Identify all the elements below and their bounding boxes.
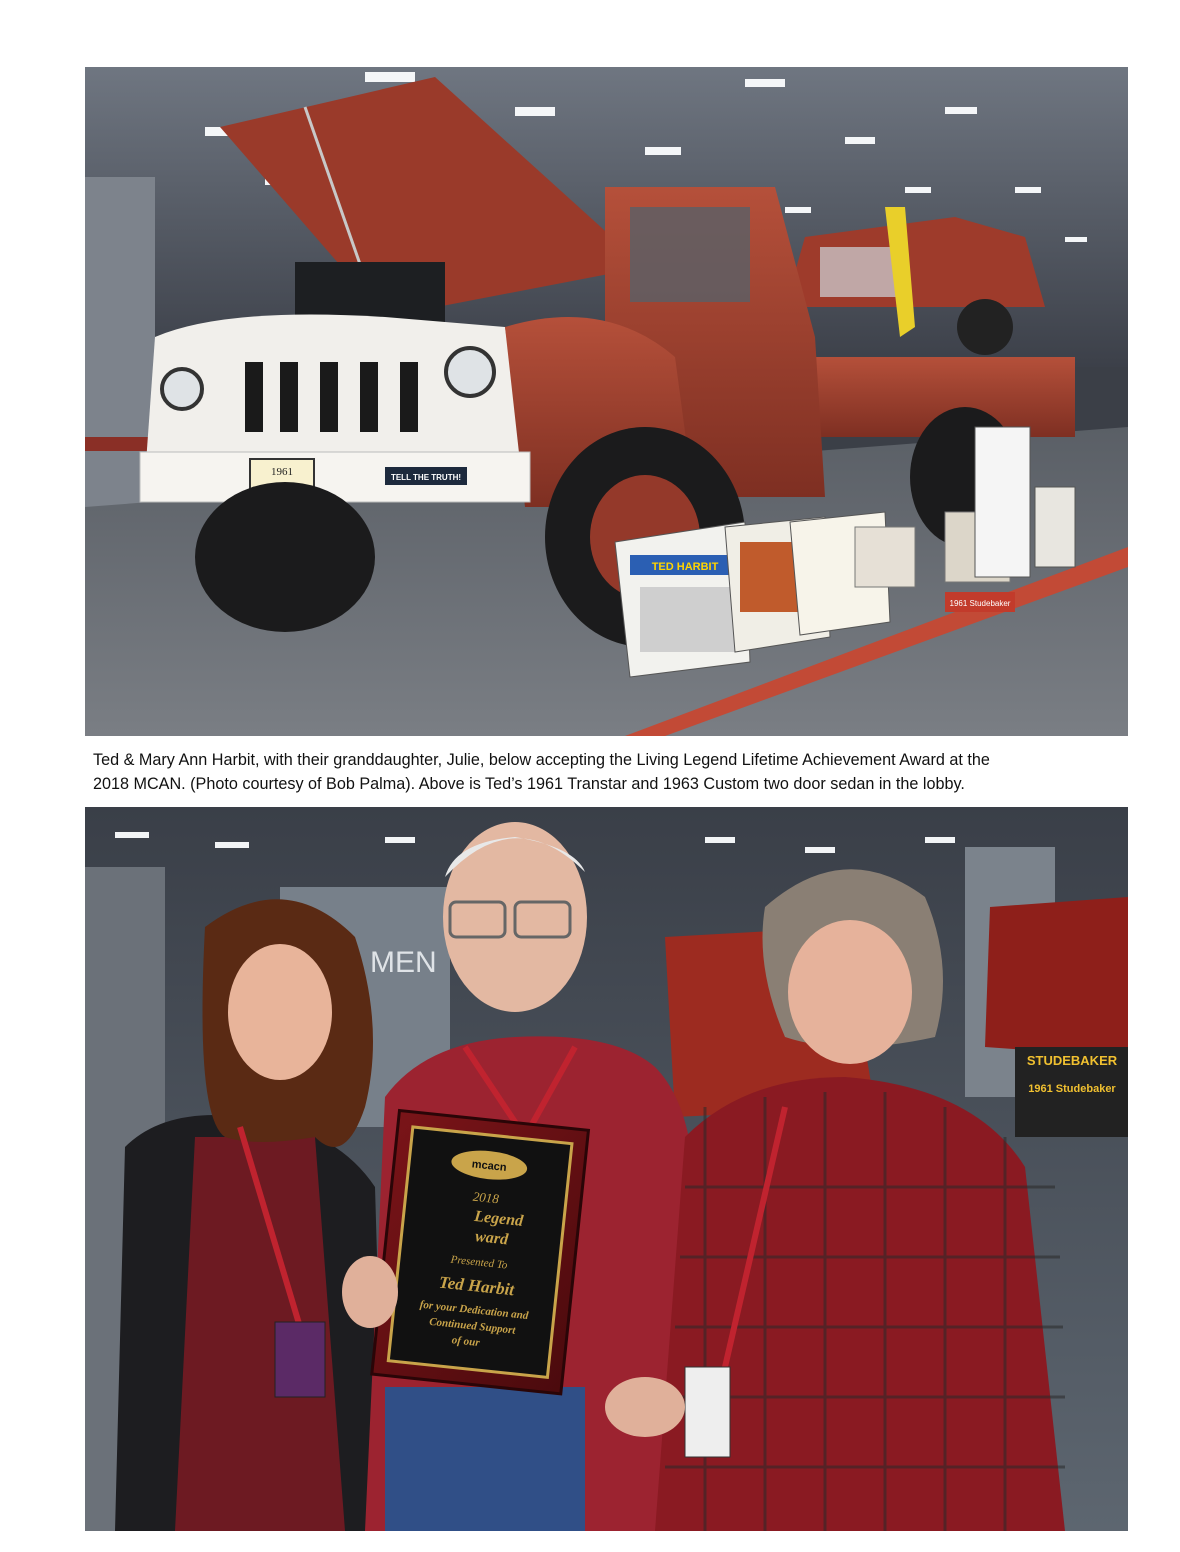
award-photo <box>85 807 1128 1531</box>
plaque-name: Ted Harbit <box>438 1272 516 1300</box>
truck-photo-illustration <box>85 67 1128 736</box>
headlight-right <box>446 348 494 396</box>
plaque-logo-text: mcacn <box>471 1158 508 1174</box>
headlight-left <box>162 369 202 409</box>
bottom-sign-text: 1961 Studebaker <box>949 599 1011 608</box>
award-plaque <box>372 1110 589 1393</box>
truck-photo <box>85 67 1128 736</box>
plaque-line-2: Continued Support <box>428 1315 516 1337</box>
plaque-line-1: for your Dedication and <box>419 1298 529 1323</box>
sign-board <box>975 427 1030 577</box>
background-truck-right <box>985 897 1128 1057</box>
bumper-sticker-text: TELL THE TRUTH! <box>390 473 462 482</box>
plaque-title-2: ward <box>474 1228 509 1249</box>
photo-caption <box>93 748 1123 796</box>
caption-line-1: Ted & Mary Ann Harbit, with their granddaughter, Julie, below accepting the Living Legend Lifetime Achievement Award at the <box>93 751 990 769</box>
plaque-year: 2018 <box>472 1188 500 1207</box>
plaque-line-3: of our <box>451 1334 481 1350</box>
banner-brand: STUDEBAKER <box>1026 1053 1118 1068</box>
plaque-presented: Presented To <box>450 1253 508 1272</box>
sign-name-text: TED HARBIT <box>651 561 719 573</box>
plaque-title-1: Legend <box>473 1207 524 1230</box>
front-left-tire <box>195 482 375 632</box>
wall-sign-men: MEN <box>370 946 437 979</box>
engine <box>295 262 445 322</box>
award-photo-illustration <box>85 807 1128 1531</box>
julie-badge <box>275 1322 325 1397</box>
ted-jeans <box>385 1387 585 1531</box>
ted-right-hand <box>605 1377 685 1437</box>
display-box <box>855 527 915 587</box>
caption-line-2: 2018 MCAN. (Photo courtesy of Bob Palma). Above is Ted’s 1961 Transtar and 1963 Custom two door sedan in the lobby. <box>93 775 965 793</box>
banner-line: 1961 Studebaker <box>1028 1083 1116 1095</box>
mary-ann-badge <box>685 1367 730 1457</box>
front-bumper <box>140 452 530 502</box>
ted-left-hand <box>342 1256 398 1328</box>
plate-year: 1961 <box>271 466 293 478</box>
